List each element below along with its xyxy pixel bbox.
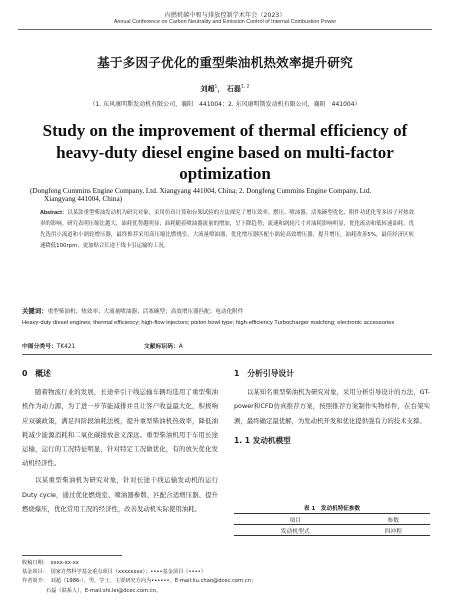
header-divider [18, 29, 432, 30]
author-affiliation-mark: 1 [214, 84, 218, 90]
left-column [22, 367, 218, 519]
author-name: 石磊 [226, 85, 241, 93]
section-heading: 0 概述 [22, 369, 51, 378]
doc-code-label: 文献标识码： [144, 344, 179, 350]
table-caption: 表 1 发动机特征参数 [303, 506, 361, 512]
keywords-label: 关键词： [22, 307, 48, 315]
abstract-text: 以某款重型柴油发动机为研究对象，采用仿真计算和台架试验的方法探究了增压效率、燃压、喷油器、活塞碗型优化、附件功优化等多因子对热效率的影响。研究表明压缩比越大，油耗优势越明显；油耗随着喷油器流量的增加，呈下降趋势；流速和涡轮尺寸对油耗影响明显，优化流动和低转速油耗。优先选用小流道和小涡轮增压器，最终推荐采用高压缩比燃烧室，大流量喷油器，优化增压器匹配小涡轮高效增压器，提升增压，油耗改善5%，最佳经济区转速降低100rpm，更加贴合长途干线卡引运输的工况。 [40, 210, 414, 249]
footnote-fund: 基金项目： 国家自然科学基金重点项目（xxxxxxxx）；••••基金项目（••••） [22, 569, 206, 576]
footnote-author-contact: 石磊（联系人），E-mail:shi.lei@dcec.com.cn。 [46, 587, 162, 594]
document-code [144, 341, 183, 350]
doc-code-value: A [178, 344, 183, 350]
clc-label: 中图分类号： [22, 344, 57, 350]
affiliation-en-line: Xiangyang 441004, China) [44, 194, 123, 203]
conference-name-zh: 内燃机碳中和与排放控制学术年会（2023） [164, 12, 286, 19]
body-paragraph: 以某重型柴油机为研究对象，针对长途干线运输发动机的运行Duty cycle，通过优化燃烧室、喷油器参数、匹配合适增压器、提升燃烧爆压，优化常用工况的经济性，改善发动机实际使用油耗。 [22, 476, 218, 513]
footnote-received: 收稿日期： xxxx-xx-xx [22, 560, 79, 566]
table-header-cell: 参数 [387, 517, 400, 524]
author-name: 刘超 [200, 85, 215, 93]
affiliation-en [30, 188, 440, 203]
keywords-en: Heavy-duty diesel engines; thermal efficiency; high-flow injectors; piston bowl type; high-efficiency Turbocharger matching; electronic accessories [22, 320, 395, 326]
paper-title-en [40, 120, 410, 185]
paper-title-en-line: optimization [179, 164, 271, 183]
table-header-cell: 项目 [289, 517, 302, 524]
paper-title-zh: 基于多因子优化的重型柴油机热效率提升研究 [97, 55, 353, 70]
authors-zh: 刘超$^1$， 石磊$^{1, 2}$ [200, 84, 250, 93]
subsection-heading: 1. 1 发动机模型 [234, 435, 291, 445]
abstract [40, 208, 414, 252]
classification-line [22, 341, 432, 350]
author-affiliation-mark: 1, 2 [240, 84, 250, 90]
footnote-author: 作者简介： 刘超（1986-），男，学士，主要研究方向为••••••。E-mail:liu.chao@dcec.com.cn； [22, 578, 257, 585]
table-cell: 四冲程 [384, 528, 402, 535]
section-divider [22, 354, 432, 355]
body-paragraph: 以某知名重型柴油机为研究对象，采用分析引导设计的方法，GT-power和CFD仿真推荐方案，按照推荐方案制作实物样件，在台架实测，最终确定最优解，为发动机开发和优化提供强有力的技术支撑。 [234, 388, 430, 425]
table-cell: 发动机型式 [280, 528, 310, 535]
section-heading: 1 分析引导设计 [234, 369, 295, 378]
footnotes [22, 559, 432, 596]
right-column [234, 367, 430, 456]
paper-title-en-line: Study on the improvement of thermal efficiency of [42, 121, 408, 140]
keywords-zh [22, 306, 432, 317]
paper-title-en-line: heavy-duty diesel engine based on multi-factor [56, 142, 394, 162]
conference-name-en: Annual Conference on Carbon Neutrality and Emission Control of Internal Combustion Power [113, 19, 337, 25]
affiliation-en-line: (Dongfeng Cummins Engine Company, Ltd. Xiangyang 441004, China; 2. Dongfeng Cummins Engine Company, Ltd. [30, 187, 372, 195]
body-paragraph: 随着物流行业的发展，长途牵引干线运输车辆均选用了重型柴油机作为动力源，为了进一步节能减排并且让客户收益最大化，积极响应双碳政策，满足四阶段油耗法规，提升重型柴油机热效率，降低油耗减少能源消耗和二氧化碳排放意义深远。重型柴油机用于车用长途运输，运行的工况特征明显，针对特定工况做优化，有的放矢优化发动机经济性。 [22, 388, 218, 468]
engine-parameter-table [234, 513, 430, 536]
table-header-row [234, 514, 430, 525]
clc-value: TK421 [56, 344, 76, 350]
footnote-divider [22, 555, 122, 556]
table-row [234, 525, 430, 536]
affiliation-zh: （1. 东风康明斯发动机有限公司，襄阳 441004；2. 东风康明斯发动机有限公司，襄阳 441004） [89, 101, 361, 108]
keywords-text: 重型柴油机；热效率；大流量喷油器；活塞碗型；高效增压器匹配；电动化附件 [47, 309, 244, 315]
abstract-label: Abstract： [40, 210, 68, 216]
